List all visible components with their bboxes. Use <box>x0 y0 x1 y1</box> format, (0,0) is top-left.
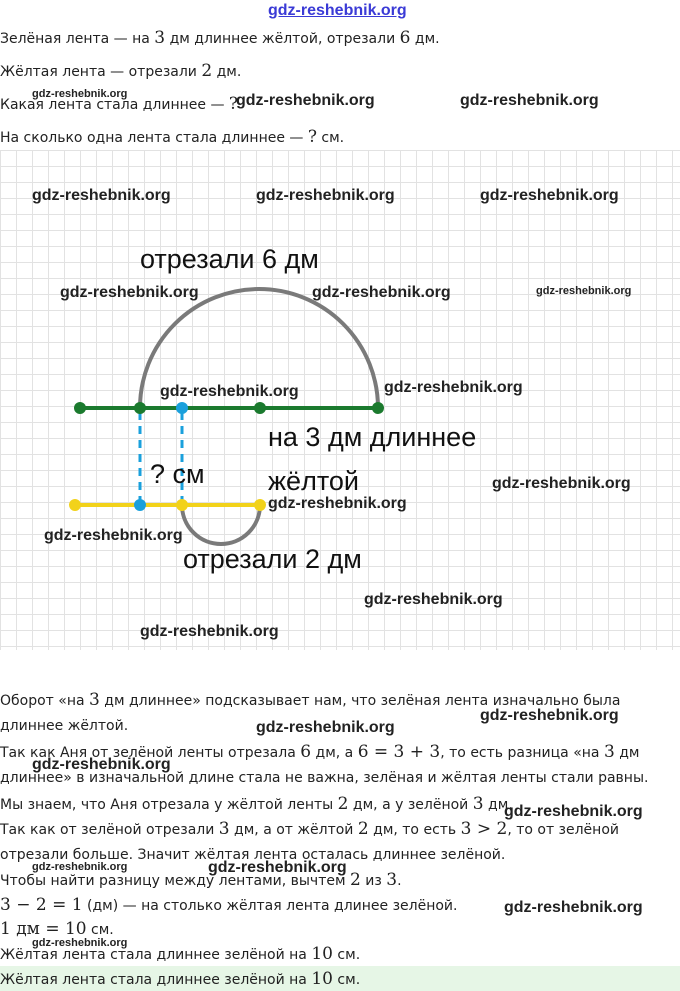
blue-point-bottom <box>134 499 146 511</box>
yellow-point-start <box>69 499 81 511</box>
watermark: gdz-reshebnik.org <box>32 187 171 204</box>
condition-line-2: Жёлтая лента — отрезали 2 дм. <box>0 61 242 81</box>
solution-line-6: 3 − 2 = 1 (дм) — на столько жёлтая лента длинее зелёной. <box>0 895 458 915</box>
solution-line-4a: Так как от зелёной отрезали 3 дм, а от жёлтой 2 дм, то есть 3 > 2, то от зелёной <box>0 819 619 839</box>
watermark: gdz-reshebnik.org <box>160 383 299 400</box>
blue-point-top <box>176 402 188 414</box>
label-longer-2: жёлтой <box>268 466 359 496</box>
watermark: gdz-reshebnik.org <box>140 623 279 640</box>
green-point-2 <box>134 402 146 414</box>
watermark: gdz-reshebnik.org <box>480 707 619 724</box>
label-cut-green: отрезали 6 дм <box>140 244 319 274</box>
condition-line-4: На сколько одна лента стала длиннее — ? см. <box>0 127 345 147</box>
watermark: gdz-reshebnik.org <box>480 187 619 204</box>
watermark: gdz-reshebnik.org <box>268 495 407 512</box>
watermark: gdz-reshebnik.org <box>504 803 643 820</box>
watermark: gdz-reshebnik.org <box>60 284 199 301</box>
green-point-start <box>74 402 86 414</box>
label-longer-1: на 3 дм длиннее <box>268 422 477 452</box>
watermark: gdz-reshebnik.org <box>32 756 171 773</box>
solution-line-5: Чтобы найти разницу между лентами, вычтем 2 из 3. <box>0 870 402 890</box>
solution-line-1b: длиннее жёлтой. <box>0 718 129 734</box>
watermark: gdz-reshebnik.org <box>44 527 183 544</box>
condition-line-1: Зелёная лента — на 3 дм длиннее жёлтой, отрезали 6 дм. <box>0 28 440 48</box>
watermark: gdz-reshebnik.org <box>236 92 375 109</box>
condition-line-3: Какая лента стала длиннее — ? <box>0 94 239 114</box>
watermark: gdz-reshebnik.org <box>504 899 643 916</box>
watermark: gdz-reshebnik.org <box>32 861 128 873</box>
yellow-point-end <box>254 499 266 511</box>
solution-line-2b: длиннее» в изначальной длине стала не важна, зелёная и жёлтая ленты стали равны. <box>0 770 649 786</box>
green-point-3 <box>254 402 266 414</box>
watermark: gdz-reshebnik.org <box>256 719 395 736</box>
watermark: gdz-reshebnik.org <box>256 187 395 204</box>
watermark: gdz-reshebnik.org <box>536 285 632 297</box>
solution-line-4b: отрезали больше. Значит жёлтая лента осталась длиннее зелёной. <box>0 847 506 863</box>
label-question: ? см <box>150 459 205 489</box>
watermark: gdz-reshebnik.org <box>364 591 503 608</box>
watermark: gdz-reshebnik.org <box>492 475 631 492</box>
label-cut-yellow: отрезали 2 дм <box>183 544 362 574</box>
answer-line: Жёлтая лента стала длиннее зелёной на 10 см. <box>0 969 361 989</box>
watermark: gdz-reshebnik.org <box>32 937 128 949</box>
yellow-point-2 <box>176 499 188 511</box>
ribbon-diagram <box>0 150 680 650</box>
solution-line-8: Жёлтая лента стала длиннее зелёной на 10 см. <box>0 944 361 964</box>
yellow-cut-arc <box>182 505 260 544</box>
solution-line-1a: Оборот «на 3 дм длиннее» подсказывает нам, что зелёная лента изначально была <box>0 690 621 710</box>
watermark: gdz-reshebnik.org <box>384 379 523 396</box>
solution-line-3: Мы знаем, что Аня отрезала у жёлтой ленты 2 дм, а у зелёной 3 дм. <box>0 794 513 814</box>
watermark: gdz-reshebnik.org <box>208 859 347 876</box>
watermark: gdz-reshebnik.org <box>460 92 599 109</box>
watermark: gdz-reshebnik.org <box>32 88 128 100</box>
watermark: gdz-reshebnik.org <box>312 284 451 301</box>
solution-line-2a: Так как Аня от зелёной ленты отрезала 6 дм, а 6 = 3 + 3, то есть разница «на 3 дм <box>0 742 640 762</box>
green-point-end <box>372 402 384 414</box>
solution-line-7: 1 дм = 10 см. <box>0 919 114 939</box>
top-watermark-link[interactable]: gdz-reshebnik.org <box>268 2 407 19</box>
